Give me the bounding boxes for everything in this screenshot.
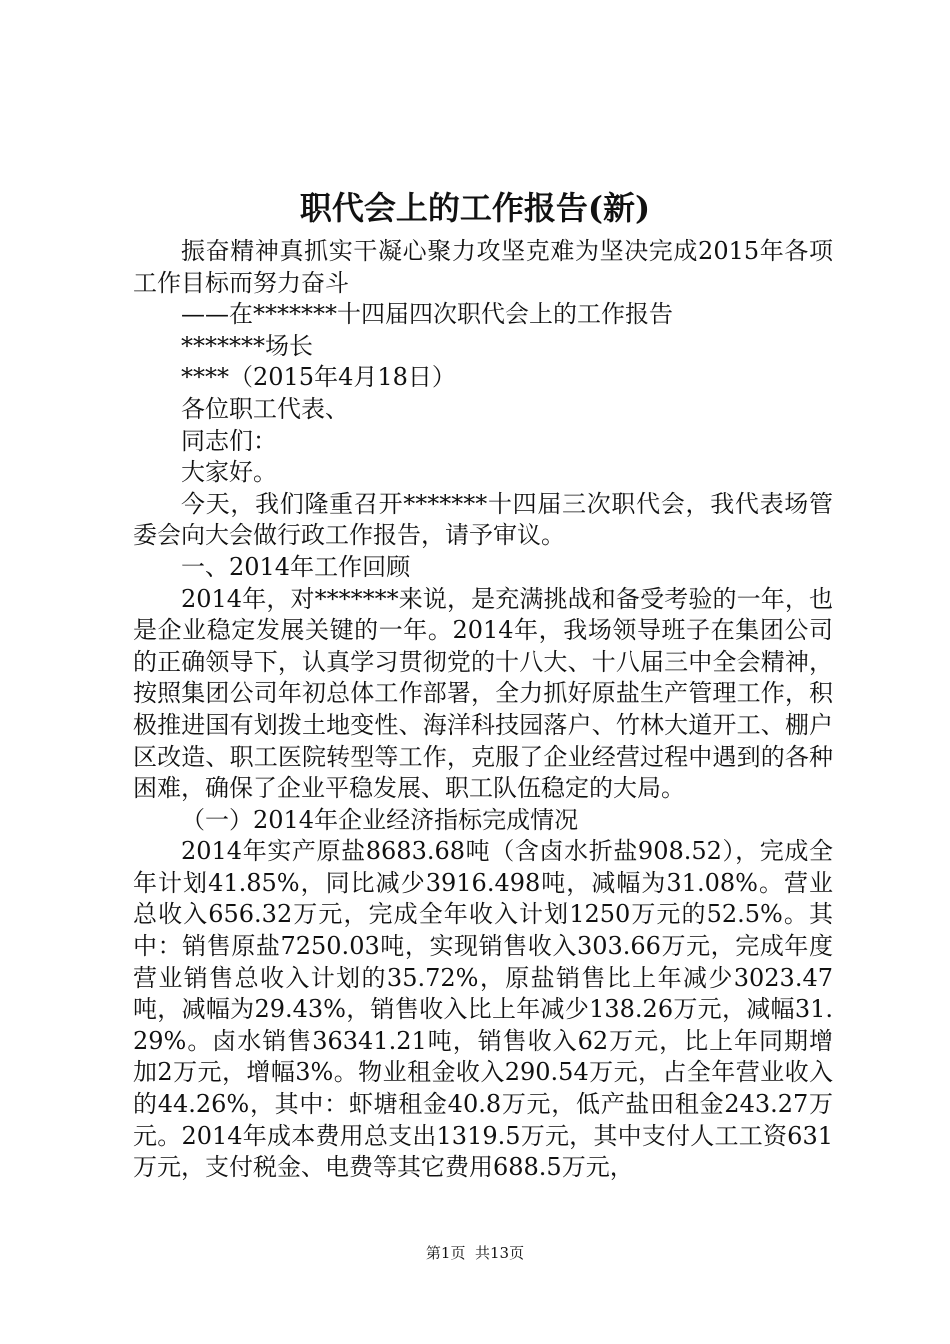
greeting-line: 大家好。 — [181, 458, 277, 487]
page-footer — [0, 1243, 950, 1263]
salutation-line: 各位职工代表、 — [181, 394, 349, 423]
body-paragraph: 2014年实产原盐8683.68吨（含卤水折盐908.52），完成全年计划41.85%，同比减少3916.498吨，减幅为31.08%。营业总收入656.32万元，完成全年收入计划1250万元的52.5%。其中：销售原盐7250.03吨，实现销售收入303.66万元，完成年度营业销售总收入计划的35.72%，原盐销售比上年减少3023.47吨，减幅为29.43%，销售收入比上年减少138.26万元，减幅31.29%。卤水销售36341.21吨，销售收入62万元，比上年同期增加2万元，增幅3%。物业租金收入290.54万元，占全年营业收入的44.26%，其中：虾塘租金40.8万元，低产盐田租金243.27万元。2014年成本费用总支出1319.5万元，其中支付人工工资631万元，支付税金、电费等其它费用688.5万元， — [133, 837, 833, 1182]
speaker-line: *******场长 — [181, 331, 313, 360]
section-heading: 一、2014年工作回顾 — [181, 552, 411, 581]
subsection-heading: （一）2014年企业经济指标完成情况 — [181, 805, 579, 834]
document-title: 职代会上的工作报告(新) — [299, 189, 651, 227]
salutation-line: 同志们： — [181, 426, 277, 455]
date-line: ****（2015年4月18日） — [181, 363, 456, 392]
report-heading-paragraph: 振奋精神真抓实干凝心聚力攻坚克难为坚决完成2015年各项工作目标而努力奋斗 — [133, 237, 833, 297]
body-paragraph: 2014年，对*******来说，是充满挑战和备受考验的一年，也是企业稳定发展关键的一年。2014年，我场领导班子在集团公司的正确领导下，认真学习贯彻党的十八大、十八届三中全会精神，按照集团公司年初总体工作部署，全力抓好原盐生产管理工作，积极推进国有划拨土地变性、海洋科技园落户、竹林大道开工、棚户区改造、职工医院转型等工作，克服了企业经营过程中遇到的各种困难，确保了企业平稳发展、职工队伍稳定的大局。 — [133, 584, 833, 803]
document-body — [133, 236, 833, 1184]
body-paragraph: 今天，我们隆重召开*******十四届三次职代会，我代表场管委会向大会做行政工作报告，请予审议。 — [133, 489, 833, 550]
page-number-label: 第1页 共13页 — [425, 1244, 525, 1262]
report-subtitle: ——在*******十四届四次职代会上的工作报告 — [181, 300, 673, 329]
